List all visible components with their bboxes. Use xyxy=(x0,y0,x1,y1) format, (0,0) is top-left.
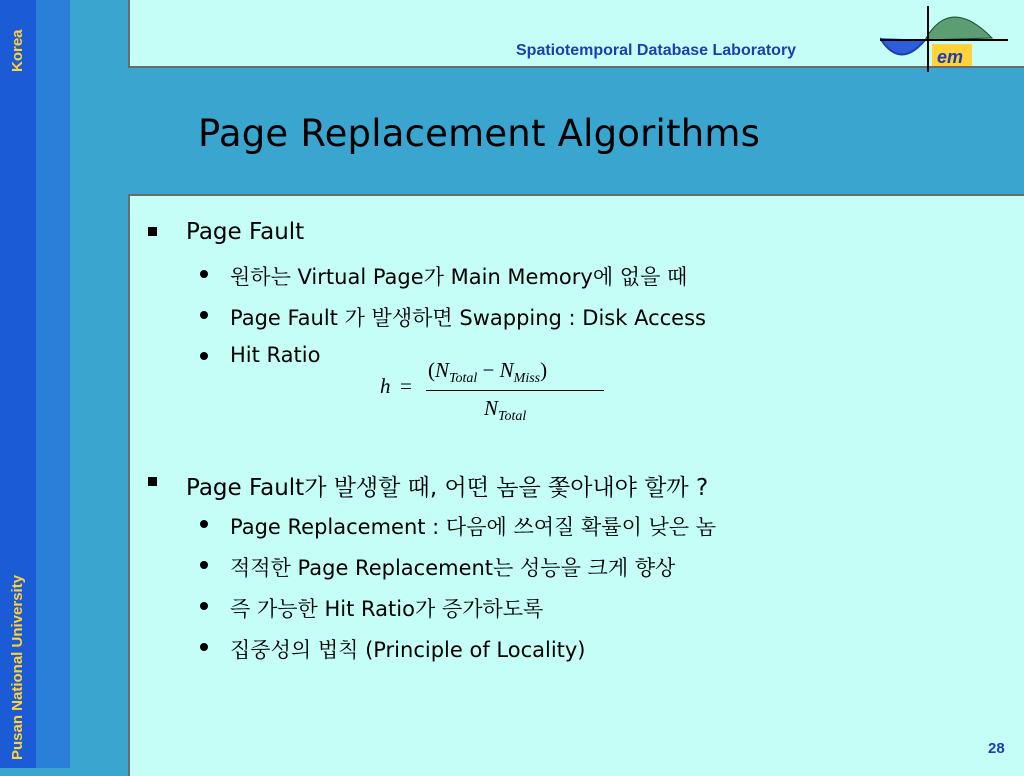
sub-bullet-text: 원하는 Virtual Page가 Main Memory에 없을 때 xyxy=(230,265,688,289)
dot-bullet-icon xyxy=(200,520,208,528)
subscript-total: Total xyxy=(449,371,478,387)
sub-bullet xyxy=(230,552,675,582)
square-bullet-icon xyxy=(148,227,157,236)
sub-bullet xyxy=(230,511,716,541)
paren-open: ( xyxy=(428,358,435,382)
subscript-miss: Miss xyxy=(513,371,541,387)
logo-wave-green xyxy=(925,17,992,40)
sidebar-university-text: Pusan National University xyxy=(9,574,26,760)
left-sidebar-stripe xyxy=(36,0,70,768)
logo-text: em xyxy=(937,47,964,67)
sub-bullet-text: Page Replacement : 다음에 쓰여질 확률이 낮은 놈 xyxy=(230,515,717,539)
dot-bullet-icon xyxy=(200,602,208,610)
dot-bullet-icon xyxy=(200,643,208,651)
formula-numerator xyxy=(428,358,547,387)
sub-bullet xyxy=(230,343,320,367)
lab-logo xyxy=(880,0,1015,72)
sub-bullet xyxy=(230,261,687,291)
paren-close: ) xyxy=(540,358,548,382)
sub-bullet xyxy=(230,634,586,664)
subscript-total: Total xyxy=(498,409,527,425)
hit-ratio-formula xyxy=(378,352,618,432)
sub-bullet-text: Hit Ratio xyxy=(230,343,321,367)
dot-bullet-icon xyxy=(200,270,208,278)
dot-bullet-icon xyxy=(200,352,208,360)
square-bullet-icon xyxy=(148,477,157,486)
sub-bullet-text: 집중성의 법칙 (Principle of Locality) xyxy=(230,638,586,662)
formula-equals: = xyxy=(400,374,412,398)
bullet-page-fault-question xyxy=(186,469,708,502)
bullet-text: Page Fault가 발생할 때, 어떤 놈을 쫓아내야 할까 ? xyxy=(186,475,709,501)
sub-bullet xyxy=(230,593,543,623)
sub-bullet-text: 즉 가능한 Hit Ratio가 증가하도록 xyxy=(230,597,544,621)
bullet-page-fault xyxy=(186,219,304,245)
formula-lhs: h xyxy=(380,374,391,398)
lab-name: Spatiotemporal Database Laboratory xyxy=(516,42,797,59)
minus-sign: − xyxy=(482,358,495,382)
n-symbol: N xyxy=(499,358,514,382)
sub-bullet-text: Page Fault 가 발생하면 Swapping : Disk Access xyxy=(230,306,706,330)
dot-bullet-icon xyxy=(200,311,208,319)
fraction-line xyxy=(426,390,604,391)
n-symbol: N xyxy=(484,396,499,420)
n-symbol: N xyxy=(435,358,450,382)
formula-denominator xyxy=(484,396,526,425)
sub-bullet xyxy=(230,302,706,332)
dot-bullet-icon xyxy=(200,561,208,569)
page-number: 28 xyxy=(988,740,1005,757)
slide-title: Page Replacement Algorithms xyxy=(198,112,761,155)
bullet-text: Page Fault xyxy=(186,219,305,245)
sub-bullet-text: 적적한 Page Replacement는 성능을 크게 향상 xyxy=(230,556,676,580)
sidebar-korea-text: Korea xyxy=(9,29,26,72)
